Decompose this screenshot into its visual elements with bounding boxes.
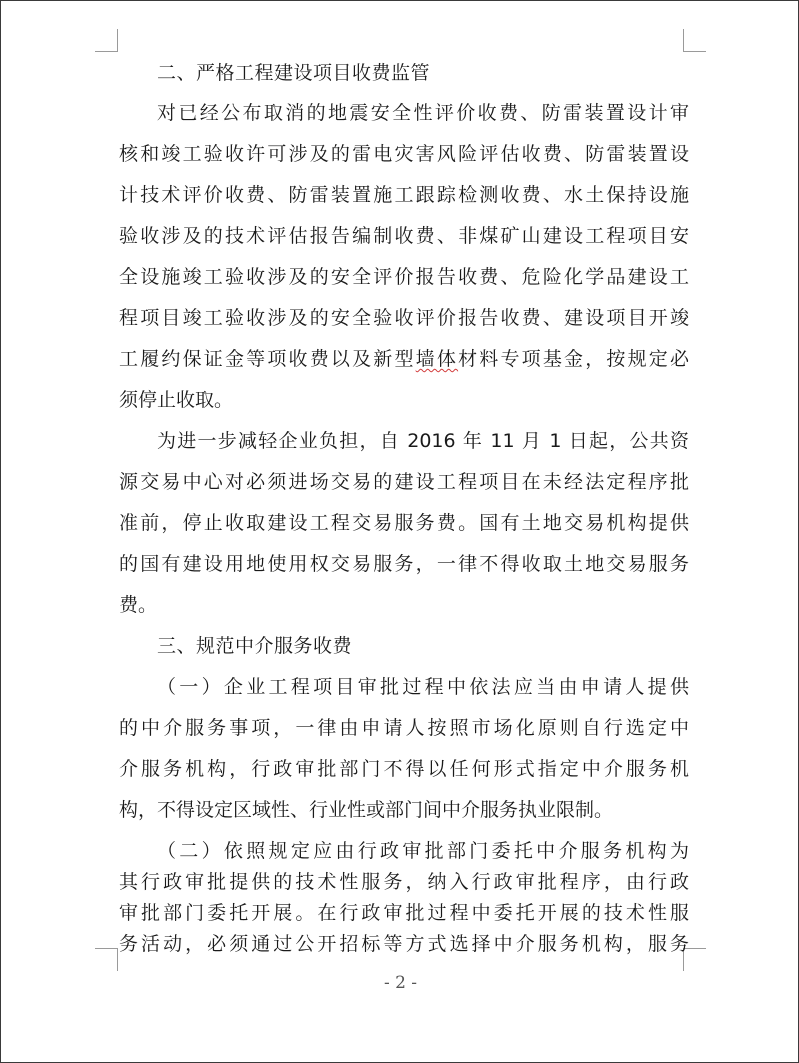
- margin-mark-top-left: [95, 29, 118, 52]
- paragraph-line: 准前，停止收取建设工程交易服务费。国有土地交易机构提供: [119, 512, 689, 534]
- paragraph-line: 须停止收取。: [119, 389, 234, 411]
- paragraph-line: 计技术评价收费、防雷装置施工跟踪检测收费、水土保持设施: [119, 184, 689, 206]
- paragraph-line: 的国有建设用地使用权交易服务，一律不得收取土地交易服务: [119, 553, 689, 575]
- page-number: - 2 -: [383, 973, 418, 993]
- paragraph-line: 审批部门委托开展。在行政审批过程中委托开展的技术性服: [119, 902, 689, 924]
- paragraph-line: （二）依照规定应由行政审批部门委托中介服务机构为: [157, 840, 689, 862]
- paragraph-line: 的中介服务事项，一律由申请人按照市场化原则自行选定中: [119, 717, 689, 739]
- paragraph-line: （一）企业工程项目审批过程中依法应当由申请人提供: [157, 676, 689, 698]
- paragraph-line: 对已经公布取消的地震安全性评价收费、防雷装置设计审: [157, 102, 689, 124]
- paragraph-line: 源交易中心对必须进场交易的建设工程项目在未经法定程序批: [119, 471, 689, 493]
- paragraph-line: 核和竣工验收许可涉及的雷电灾害风险评估收费、防雷装置设: [119, 143, 689, 165]
- margin-mark-top-right: [683, 29, 706, 52]
- paragraph-line: 务活动，必须通过公开招标等方式选择中介服务机构，服务: [119, 933, 689, 955]
- section-heading: 二、严格工程建设项目收费监管: [157, 62, 431, 84]
- paragraph-line: 为进一步减轻企业负担，自 2016 年 11 月 1 日起，公共资: [157, 430, 689, 452]
- paragraph-line: 全设施竣工验收涉及的安全评价报告收费、危险化学品建设工: [119, 266, 689, 288]
- paragraph-line: 验收涉及的技术评估报告编制收费、非煤矿山建设工程项目安: [119, 225, 689, 247]
- margin-mark-bottom-left: [95, 948, 118, 971]
- spellcheck-flagged-word[interactable]: 墙体: [415, 348, 459, 370]
- paragraph-line: 程项目竣工验收涉及的安全验收评价报告收费、建设项目开竣: [119, 307, 689, 329]
- text-run: 材料专项基金，按规定必: [458, 348, 689, 370]
- paragraph-line: 其行政审批提供的技术性服务，纳入行政审批程序，由行政: [119, 871, 689, 893]
- paragraph-line: 介服务机构，行政审批部门不得以任何形式指定中介服务机: [119, 758, 689, 780]
- section-heading: 三、规范中介服务收费: [157, 635, 353, 657]
- paragraph-line: 构，不得设定区域性、行业性或部门间中介服务执业限制。: [119, 799, 614, 821]
- paragraph-line: 费。: [119, 594, 158, 616]
- text-run: 工履约保证金等项收费以及新型: [119, 348, 416, 370]
- paragraph-line: [119, 346, 689, 372]
